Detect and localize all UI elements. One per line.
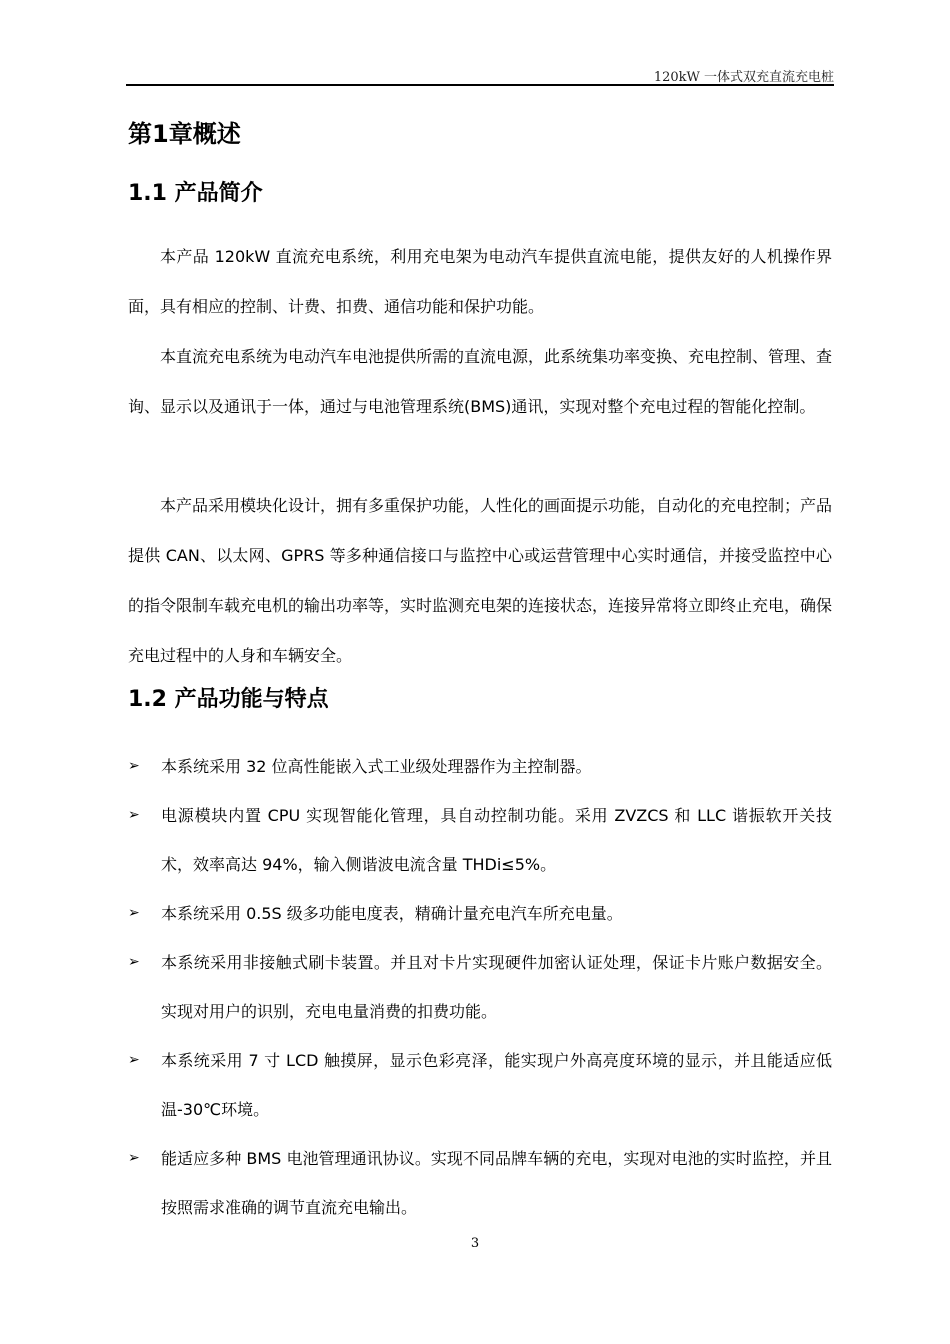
- arrow-bullet-icon: ➢: [128, 1150, 140, 1166]
- list-item-text: 电源模块内置 CPU 实现智能化管理，具自动控制功能。采用 ZVZCS 和 LLC 谐振软开关技术，效率高达 94%，输入侧谐波电流含量 THDi≤5%。: [161, 806, 832, 874]
- page-number: 3: [470, 1236, 480, 1251]
- section-title-1-1: 1.1 产品简介: [128, 181, 263, 206]
- arrow-bullet-icon: ➢: [128, 1052, 140, 1068]
- paragraph-2: 本直流充电系统为电动汽车电池提供所需的直流电源，此系统集功率变换、充电控制、管理、查询、显示以及通讯于一体，通过与电池管理系统(BMS)通讯，实现对整个充电过程的智能化控制。: [128, 347, 833, 416]
- list-item: [128, 1036, 832, 1134]
- list-item-text: 能适应多种 BMS 电池管理通讯协议。实现不同品牌车辆的充电，实现对电池的实时监控，并且按照需求准确的调节直流充电输出。: [161, 1149, 832, 1217]
- chapter-title: 第1章概述: [128, 120, 241, 148]
- paragraph-1: 本产品 120kW 直流充电系统，利用充电架为电动汽车提供直流电能，提供友好的人机操作界面，具有相应的控制、计费、扣费、通信功能和保护功能。: [128, 247, 832, 316]
- running-header: 120kW 一体式双充直流充电桩: [653, 70, 834, 85]
- list-item-text: 本系统采用 7 寸 LCD 触摸屏，显示色彩亮泽，能实现户外高亮度环境的显示，并且能适应低温-30℃环境。: [161, 1051, 832, 1119]
- list-item-text: 本系统采用 32 位高性能嵌入式工业级处理器作为主控制器。: [161, 757, 592, 776]
- arrow-bullet-icon: ➢: [128, 905, 140, 921]
- list-item: [128, 1134, 832, 1232]
- list-item: [128, 742, 832, 791]
- paragraph-3: 本产品采用模块化设计，拥有多重保护功能，人性化的画面提示功能，自动化的充电控制；产品提供 CAN、以太网、GPRS 等多种通信接口与监控中心或运营管理中心实时通信，并接受监控中心的指令限制车载充电机的输出功率等，实时监测充电架的连接状态，连接异常将立即终止充电，确保充电过程中的人身和车辆安全。: [128, 496, 833, 665]
- list-item-text: 本系统采用非接触式刷卡装置。并且对卡片实现硬件加密认证处理，保证卡片账户数据安全。实现对用户的识别，充电电量消费的扣费功能。: [161, 953, 832, 1021]
- section-title-1-2: 1.2 产品功能与特点: [128, 687, 329, 712]
- arrow-bullet-icon: ➢: [128, 807, 140, 823]
- arrow-bullet-icon: ➢: [128, 758, 140, 774]
- arrow-bullet-icon: ➢: [128, 954, 140, 970]
- list-item: [128, 889, 832, 938]
- feature-list: [128, 742, 832, 1232]
- header-divider: [126, 84, 834, 86]
- list-item: [128, 791, 832, 889]
- list-item-text: 本系统采用 0.5S 级多功能电度表，精确计量充电汽车所充电量。: [161, 904, 623, 923]
- list-item: [128, 938, 832, 1036]
